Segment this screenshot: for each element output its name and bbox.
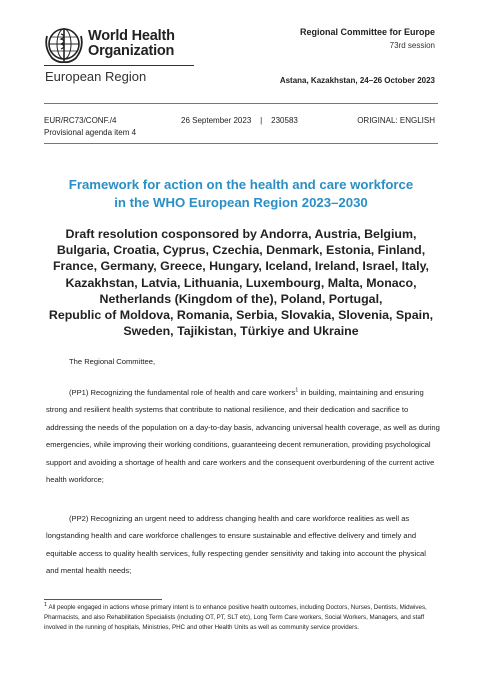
org-name bbox=[88, 29, 175, 59]
doc-agenda-item: Provisional agenda item 4 bbox=[44, 128, 137, 137]
doc-number: 230583 bbox=[271, 116, 298, 125]
footnote-mark: 1 bbox=[44, 601, 48, 608]
pp1-text-tail: in building, maintaining and ensuring strong and resilient health systems that contribute to national resilience, and their dedication and sacrifice to addressing the needs of the population on a day-to-day basis, advancing universal health coverage, as well as during emergencies, while improving their working conditions, guaranteeing decent remuneration, providing psychological support and avoiding a shortage of health and care workers and the consequent overburdening of the current active health workforce; bbox=[46, 388, 440, 485]
committee-session: 73rd session bbox=[389, 41, 435, 50]
title-line1: Framework for action on the health and care workforce bbox=[68, 177, 414, 192]
header-rule-bottom bbox=[44, 143, 438, 144]
paragraph-pp2: (PP2) Recognizing an urgent need to address changing health and care workforce realities as well as longstanding health and care workforce challenges to ensure sustainable and effective delivery and timely and equitable access to quality health services, fully respecting gender sensitivity and taking into account the physical and mental health needs; bbox=[46, 514, 426, 576]
subtitle-line: Bulgaria, Croatia, Cyprus, Czechia, Denmark, Estonia, Finland, bbox=[56, 243, 426, 258]
doc-code: EUR/RC73/CONF./4 bbox=[44, 116, 117, 125]
logo-divider bbox=[44, 65, 194, 66]
subtitle-line: Republic of Moldova, Romania, Serbia, Slovakia, Slovenia, Spain, bbox=[48, 308, 434, 323]
committee-block bbox=[300, 27, 435, 50]
pp1-text-head: (PP1) Recognizing the fundamental role of health and care workers bbox=[69, 388, 296, 397]
paragraph-pp1 bbox=[46, 384, 440, 488]
who-logo bbox=[44, 26, 194, 90]
org-region: European Region bbox=[45, 69, 147, 84]
committee-venue: Astana, Kazakhstan, 24–26 October 2023 bbox=[279, 76, 435, 85]
header-rule-top bbox=[44, 103, 438, 104]
document-subtitle bbox=[40, 226, 442, 339]
doc-date: 26 September 2023 bbox=[181, 116, 252, 125]
footnote-text: All people engaged in actions whose primary intent is to enhance positive health outcomes, including Doctors, Nurses, Dentists, Midwives, Pharmacists, and also Rehabilitation Specialists (including OT, PT, SLT etc), Long Term Care workers, Social Workers, Managers, and staff involved in the running of hospitals, Ministries, PHC and other Health Units as well as community service providers. bbox=[44, 604, 427, 631]
footnote-divider bbox=[44, 599, 162, 600]
title-line2: in the WHO European Region 2023–2030 bbox=[114, 195, 368, 210]
footnote bbox=[44, 603, 436, 633]
subtitle-line: France, Germany, Greece, Hungary, Iceland, Ireland, Israel, Italy, bbox=[52, 259, 429, 274]
doc-original-language: ORIGINAL: ENGLISH bbox=[357, 116, 435, 125]
subtitle-line: Netherlands (Kingdom of the), Poland, Portugal, bbox=[99, 291, 383, 306]
document-title bbox=[44, 176, 438, 212]
doc-separator: | bbox=[260, 116, 263, 125]
subtitle-line: Sweden, Tajikistan, Türkiye and Ukraine bbox=[123, 324, 359, 339]
subtitle-line: Kazakhstan, Latvia, Lithuania, Luxembourg, Malta, Monaco, bbox=[65, 275, 417, 290]
footnote-reference[interactable]: 1 bbox=[295, 387, 299, 394]
doc-date-number bbox=[181, 116, 298, 125]
who-emblem-icon bbox=[44, 26, 84, 64]
intro-text: The Regional Committee, bbox=[69, 357, 156, 366]
committee-name: Regional Committee for Europe bbox=[299, 27, 435, 37]
org-name-line1: World Health bbox=[88, 28, 175, 44]
org-name-line2: Organization bbox=[88, 43, 175, 59]
subtitle-line: Draft resolution cosponsored by Andorra, Austria, Belgium, bbox=[65, 227, 417, 241]
